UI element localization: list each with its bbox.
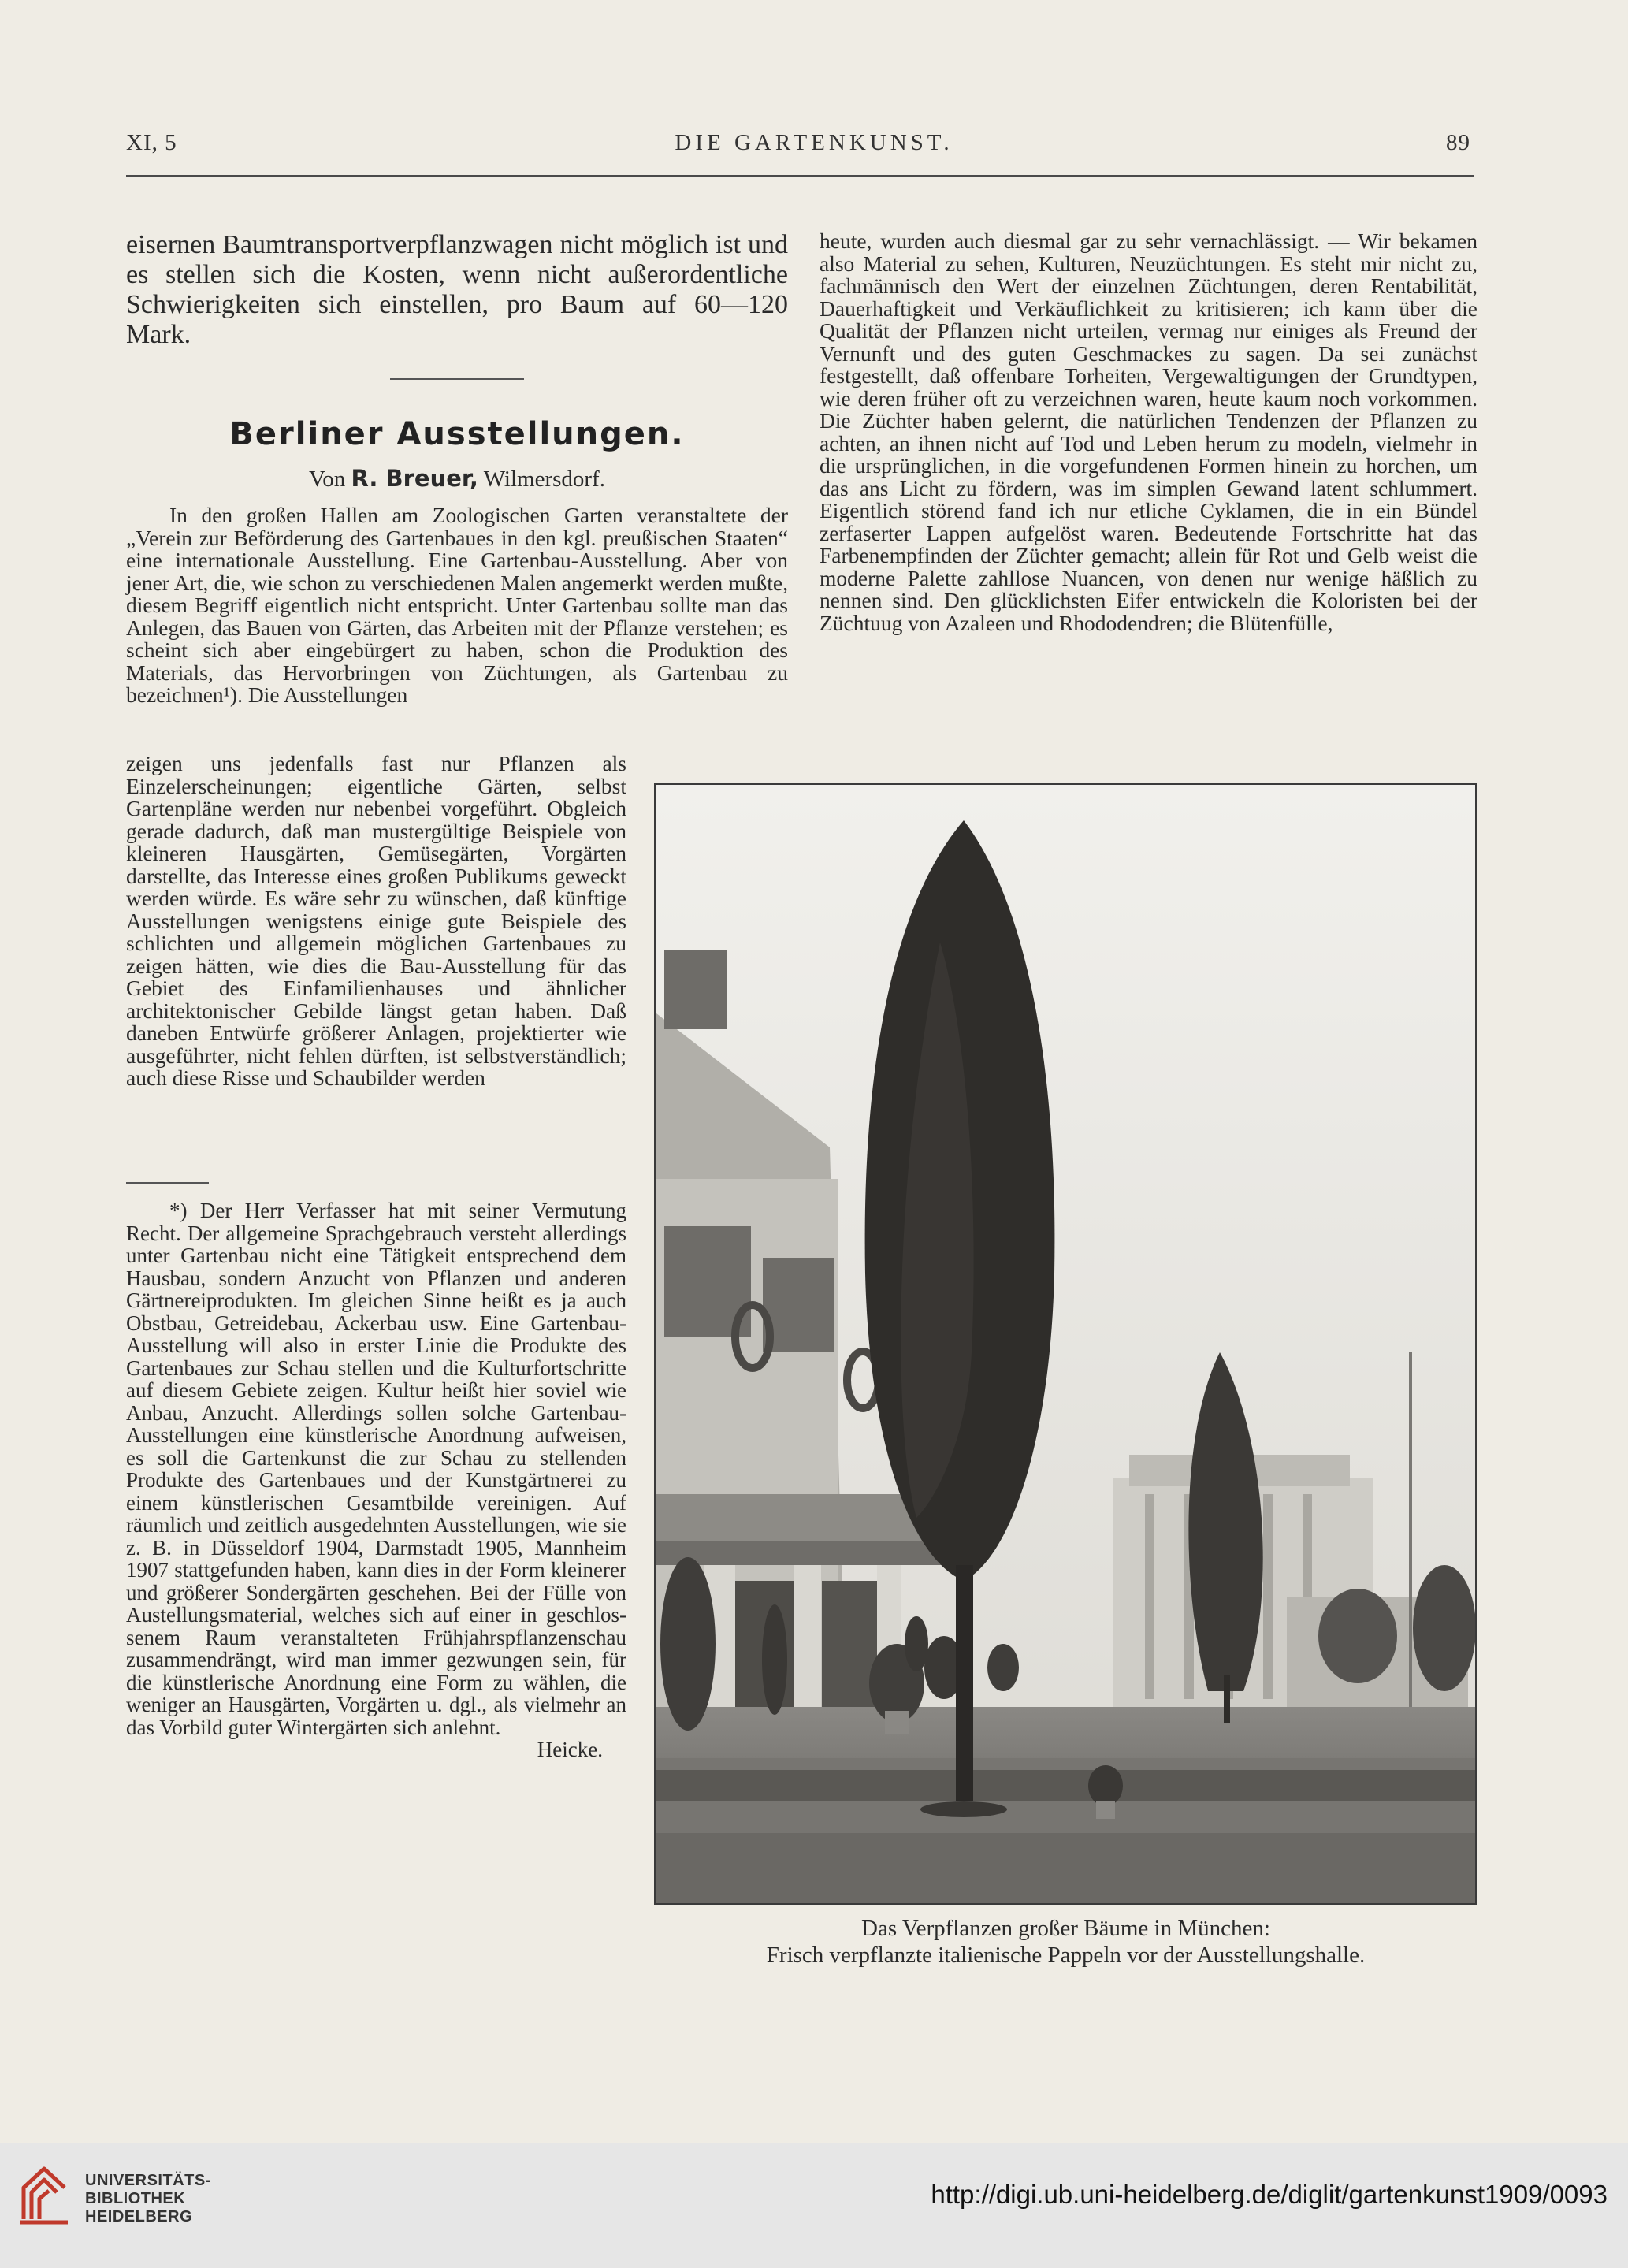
- library-name-line-1: UNIVERSITÄTS-: [85, 2172, 211, 2189]
- footnote: [126, 1199, 626, 1761]
- continuation-text: eisernen Baumtransportverpflanzwagen nicht möglich ist und es stellen sich die Kosten, wenn nicht außerordentliche Schwierigkeiten sich einstellen, pro Baum auf 60—120 Mark.: [126, 230, 788, 349]
- byline-place: Wilmersdorf.: [483, 467, 605, 492]
- permalink-url[interactable]: http://digi.ub.uni-heidelberg.de/diglit/gartenkunst1909/0093: [931, 2180, 1608, 2209]
- footnote-rule: [126, 1182, 209, 1184]
- figure-caption-line-1: Das Verpflanzen großer Bäume in München:: [861, 1916, 1270, 1941]
- byline: [126, 465, 788, 493]
- paragraph-text: zeigen uns jedenfalls fast nur Pflanzen als Einzelerscheinungen; eigentliche Gärten, selbst Gartenpläne werden nur nebenbei vorgeführt. Obgleich gerade dadurch, daß man mustergültige Beispiele von kleineren Hausgärten, Gemüsegärten, Vorgärten darstellte, das Interesse eines großen Publikums geweckt werden würde. Es wäre sehr zu wünschen, daß künftige Ausstellungen wenigstens einige gute Beispiele des schlichten und allgemein möglichen Gartenbaues zu zeigen hätten, wie dies die Bau-Ausstellung für das Gebiet des Einfamilienhauses und ähnlicher architektonischer Gebilde längst getan haben. Daß daneben Entwürfe größerer Anlagen, projektierter wie ausgeführter, nicht fehlen dürften, ist selbstverständlich; auch diese Risse und Schaubilder werden: [126, 751, 626, 1090]
- library-name: [85, 2172, 211, 2226]
- article-paragraph-1: [126, 504, 788, 707]
- paragraph-text: heute, wurden auch diesmal gar zu sehr vernachlässigt. — Wir bekamen also Material zu sehen, Kulturen, Neuzüchtungen. Es steht mir nicht zu, fachmännisch den Wert der einzelnen Züchtungen, deren Rentabilität, Dauerhaftigkeit und Verkäuflichkeit zu kritisieren; ich kann über die Qualität der Pflanzen nicht urteilen, vermag nur einiges als Freund der Vernunft und des guten Geschmackes zu sagen. Da sei zunächst festgestellt, daß offenbare Torheiten, Vergewaltigungen der Grundtypen, wie deren früher oft zu verzeichnen waren, heute kaum noch vorkommen. Die Züchter haben gelernt, die natürlichen Tendenzen der Pflanzen zu achten, an ihnen nicht auf Tod und Leben herum zu modeln, vielmehr in die ursprünglichen, in die vorgefundenen Formen hinein zu horchen, um das ans Licht zu fördern, was im simplen Gewand latent schlummert. Eigentlich störend fand ich nur etliche Cyklamen, die in ein Bündel zerfaserter Lappen aufgelöst waren. Bedeutende Fortschritte hat das Farbenempfinden der Züchter gemacht; allein für Rot und Gelb weist die moderne Palette zahllose Nuancen, von denen nur wenige häßlich zu nennen sind. Den glücklichsten Eifer entwickeln die Koloristen bei der Züchtuug von Azaleen und Rhododendren; die Blütenfülle,: [820, 229, 1477, 635]
- section-divider: [390, 378, 524, 380]
- byline-prefix: Von: [309, 467, 346, 492]
- volume-issue: XI, 5: [126, 130, 177, 155]
- digitization-footer: [0, 2143, 1628, 2268]
- university-library-logo-icon: [17, 2164, 71, 2227]
- byline-author: R. Breuer,: [351, 465, 478, 492]
- article-title: Berliner Ausstellungen.: [229, 416, 685, 452]
- article-paragraph-2: [126, 753, 626, 1090]
- previous-article-ending: [126, 230, 788, 350]
- running-title: DIE GARTENKUNST.: [675, 130, 953, 155]
- header-rule: [126, 175, 1474, 177]
- footnote-text: *) Der Herr Verfasser hat mit seiner Vermutung Recht. Der allgemeine Sprachgebrauch versteht allerdings unter Gartenbau nicht eine Tätigkeit entsprechend dem Hausbau, sondern Anzucht von Pflanzen und anderen Gärtnereiprodukten. Im gleichen Sinne heißt es ja auch Obstbau, Getreidebau, Ackerbau usw. Eine Gartenbau-Ausstellung will also in erster Linie die Produkte des Gartenbaues zur Schau stellen und die Kulturfortschritte auf diesem Gebiete zeigen. Kultur heißt hier soviel wie Anbau, Anzucht. Allerdings sollen solche Gartenbau-Ausstellungen eine künstlerische Anordnung aufweisen, es soll die Gartenkunst die zur Schau zu stellenden Produkte des Gartenbaues und der Kunstgärtnerei zu einem künstlerischen Gesamtbilde vereinigen. Auf räumlich und zeitlich ausgedehnten Ausstellungen, wie sie z. B. in Düsseldorf 1904, Darmstadt 1905, Mannheim 1907 stattgefunden haben, kann dies in der Form kleinerer und größerer Sondergärten geschehen. Bei der Fülle von Austellungsmaterial, welches sich auf einer in geschlossenem Raum veranstalteten Frühjahrspflanzenschau zusammendrängt, wird man immer gezwungen sein, für die künstlerische Anordnung eine Form zu wählen, die weniger an Hausgärten, Vorgärten u. dgl., als vielmehr an das Vorbild guter Wintergärten sich anlehnt.: [126, 1199, 626, 1739]
- page-number: 89: [1446, 130, 1470, 155]
- library-name-line-2: BIBLIOTHEK: [85, 2190, 186, 2207]
- figure-caption-line-2: Frisch verpflanzte italienische Pappeln vor der Ausstellungshalle.: [766, 1943, 1366, 1968]
- photo-illustration: [656, 785, 1475, 1903]
- paragraph-text: In den großen Hallen am Zoologischen Garten veranstaltete der „Verein zur Beförderung des Gartenbaues in den kgl. preußischen Staaten“ eine internationale Ausstellung. Eine Gartenbau-Ausstellung. Aber von jener Art, die, wie schon zu verschiedenen Malen angemerkt werden mußte, diesem Begriff eigentlich nicht entspricht. Unter Gartenbau sollte man das Anlegen, das Bauen von Gärten, das Arbeiten mit der Pflanze verstehen; es scheint sich aber eingebürgert zu haben, schon die Produktion des Materials, das Hervorbringen von Züchtungen, als Gartenbau zu bezeichnen¹). Die Ausstellungen: [126, 503, 788, 707]
- library-name-line-3: HEIDELBERG: [85, 2208, 193, 2225]
- article-right-column: [820, 230, 1477, 634]
- footnote-signature: Heicke.: [537, 1738, 603, 1761]
- photograph-poplars: [654, 783, 1477, 1905]
